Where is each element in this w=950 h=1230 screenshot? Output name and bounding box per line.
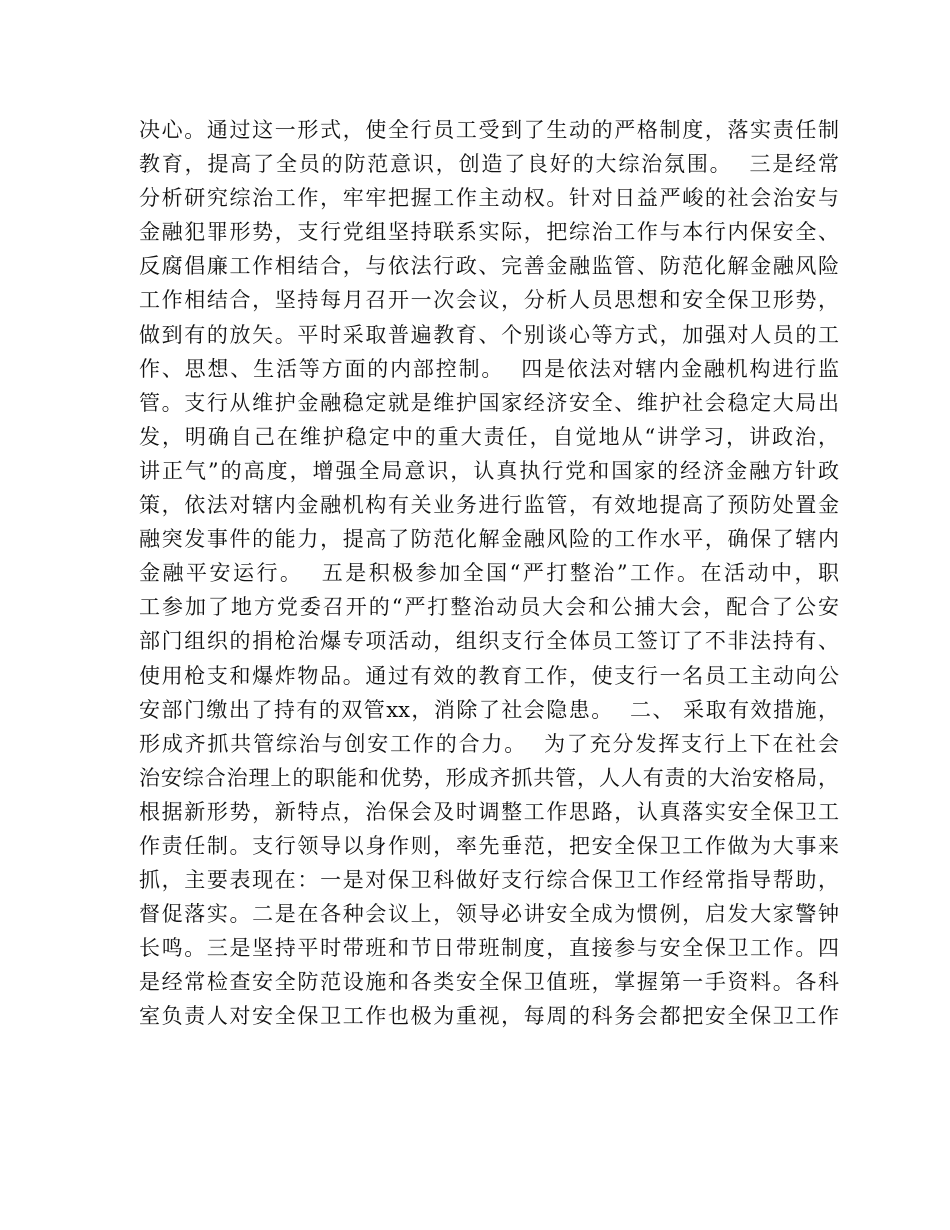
text-line: 融突发事件的能力，提高了防范化解金融风险的工作水平，确保了辖内 bbox=[139, 527, 839, 552]
text-line: 策，依法对辖内金融机构有关业务进行监管，有效地提高了预防处置金 bbox=[139, 493, 839, 518]
text-line: 工作相结合，坚持每月召开一次会议，分析人员思想和安全保卫形势， bbox=[139, 288, 839, 313]
text-line: 决心。通过这一形式，使全行员工受到了生动的严格制度，落实责任制 bbox=[139, 118, 839, 142]
text-line: 根据新形势，新特点，治保会及时调整工作思路，认真落实安全保卫工 bbox=[139, 799, 839, 824]
text-line: 安部门缴出了持有的双管xx，消除了社会隐患。 二、 采取有效措施， bbox=[139, 697, 839, 722]
text-line: 作、思想、生活等方面的内部控制。 四是依法对辖内金融机构进行监 bbox=[139, 356, 839, 381]
text-line: 使用枪支和爆炸物品。通过有效的教育工作，使支行一名员工主动向公 bbox=[139, 663, 839, 688]
text-line: 金融平安运行。 五是积极参加全国“严打整治”工作。在活动中，职 bbox=[139, 561, 839, 586]
text-line: 管。支行从维护金融稳定就是维护国家经济安全、维护社会稳定大局出 bbox=[139, 390, 839, 415]
text-line: 室负责人对安全保卫工作也极为重视，每周的科务会都把安全保卫工作 bbox=[139, 1004, 839, 1029]
text-line: 发，明确自己在维护稳定中的重大责任，自觉地从“讲学习，讲政治， bbox=[139, 424, 839, 449]
text-line: 长鸣。三是坚持平时带班和节日带班制度，直接参与安全保卫工作。四 bbox=[139, 936, 839, 961]
body-text bbox=[139, 113, 839, 1034]
text-line: 形成齐抓共管综治与创安工作的合力。 为了充分发挥支行上下在社会 bbox=[139, 731, 839, 756]
text-line: 教育，提高了全员的防范意识，创造了良好的大综治氛围。 三是经常 bbox=[139, 152, 839, 177]
text-line: 作责任制。支行领导以身作则，率先垂范，把安全保卫工作做为大事来 bbox=[139, 833, 839, 858]
text-line: 金融犯罪形势，支行党组坚持联系实际，把综治工作与本行内保安全、 bbox=[139, 220, 839, 245]
text-line: 讲正气”的高度，增强全局意识，认真执行党和国家的经济金融方针政 bbox=[139, 458, 839, 483]
text-line: 治安综合治理上的职能和优势，形成齐抓共管，人人有责的大治安格局， bbox=[139, 765, 839, 790]
text-line: 做到有的放矢。平时采取普遍教育、个别谈心等方式，加强对人员的工 bbox=[139, 322, 839, 347]
text-line: 反腐倡廉工作相结合，与依法行政、完善金融监管、防范化解金融风险 bbox=[139, 254, 839, 279]
text-line: 督促落实。二是在各种会议上，领导必讲安全成为惯例，启发大家警钟 bbox=[139, 902, 839, 927]
text-line: 分析研究综治工作，牢牢把握工作主动权。针对日益严峻的社会治安与 bbox=[139, 186, 839, 211]
text-line: 工参加了地方党委召开的“严打整治动员大会和公捕大会，配合了公安 bbox=[139, 595, 839, 620]
text-line: 是经常检查安全防范设施和各类安全保卫值班，掌握第一手资料。各科 bbox=[139, 970, 839, 995]
text-line: 部门组织的捐枪治爆专项活动，组织支行全体员工签订了不非法持有、 bbox=[139, 629, 839, 654]
text-line: 抓，主要表现在：一是对保卫科做好支行综合保卫工作经常指导帮助， bbox=[139, 868, 839, 893]
